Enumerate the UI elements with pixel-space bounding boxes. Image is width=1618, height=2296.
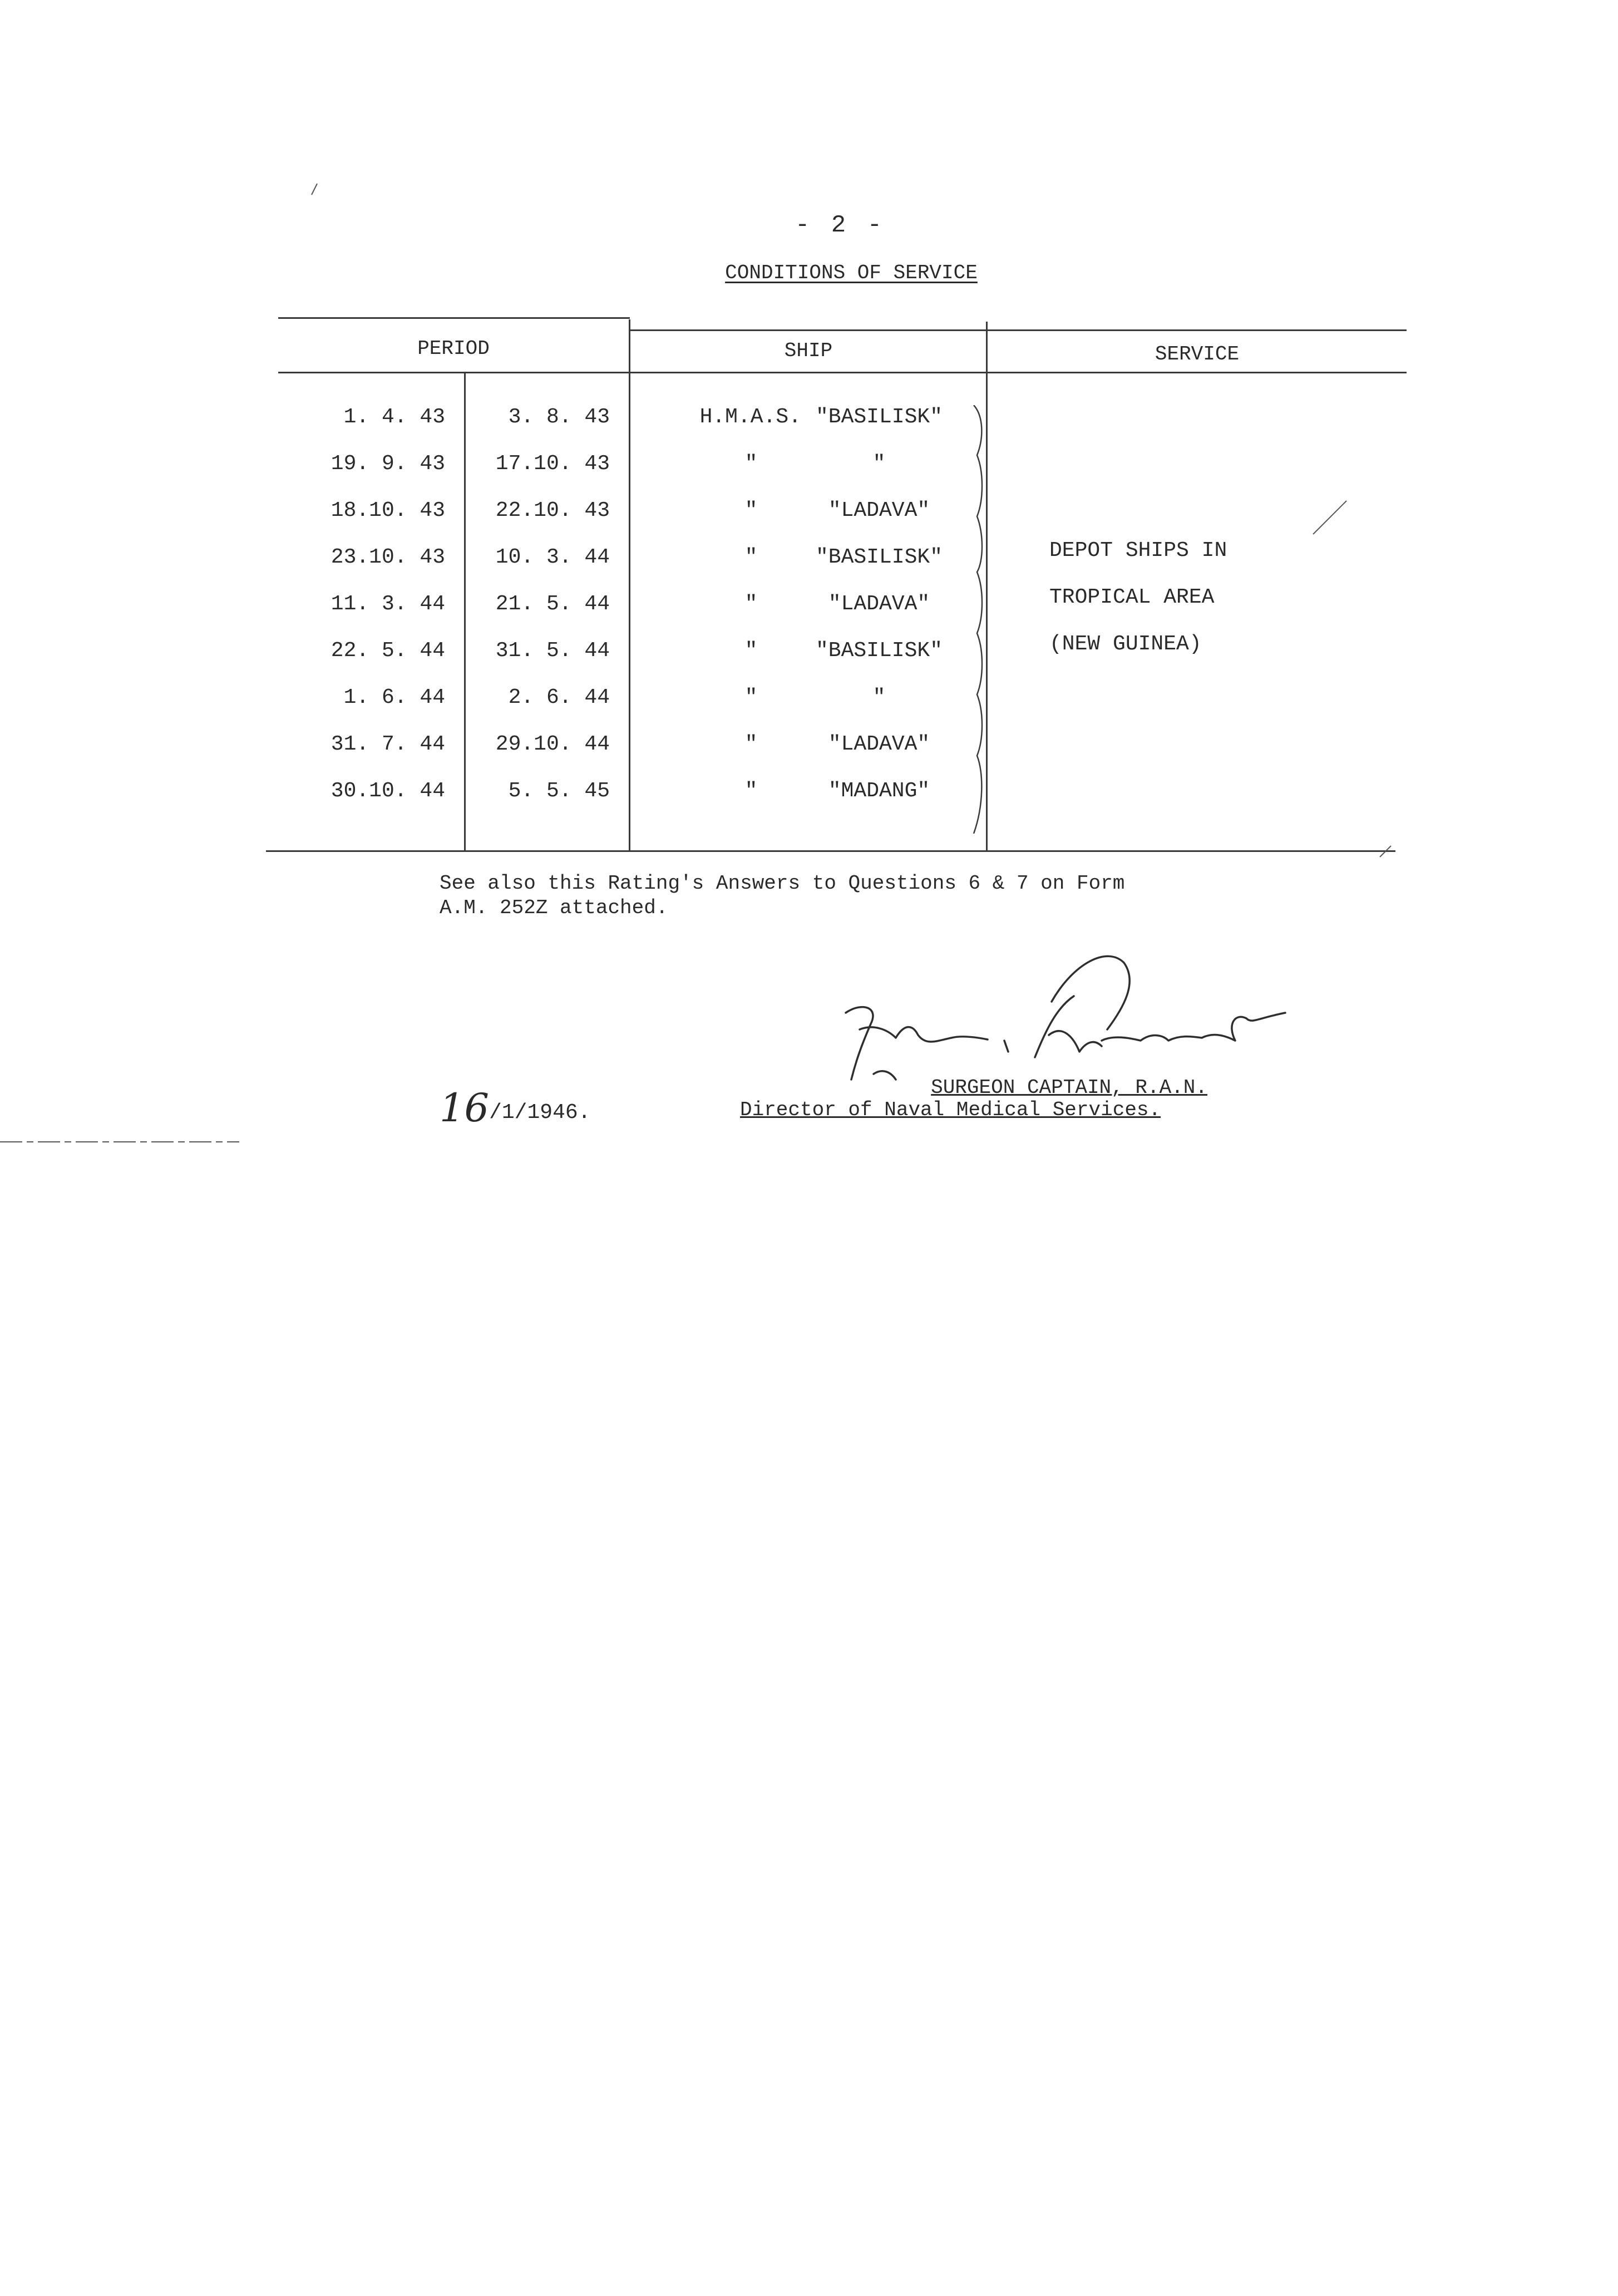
period-to: 10. 3. 44	[495, 545, 610, 569]
signature-department: Director of Naval Medical Services.	[740, 1098, 1161, 1121]
note-line-2: A.M. 252Z attached.	[440, 896, 668, 919]
period-to: 3. 8. 43	[508, 405, 610, 429]
period-from: 1. 4. 43	[343, 405, 445, 429]
document-heading: CONDITIONS OF SERVICE	[725, 262, 978, 284]
ship-name: "BASILISK"	[815, 639, 943, 663]
period-from: 30.10. 44	[330, 779, 445, 803]
ship-name: "BASILISK"	[815, 545, 943, 569]
table-top-rule-left	[278, 317, 630, 319]
grouping-brace-icon	[971, 405, 988, 834]
ship-prefix: "	[744, 639, 758, 663]
ship-name: "MADANG"	[828, 779, 930, 803]
period-from: 22. 5. 44	[330, 639, 445, 663]
column-header-service: SERVICE	[1155, 343, 1240, 366]
ship-name: "	[872, 686, 886, 710]
period-from: 1. 6. 44	[343, 686, 445, 710]
ship-name: "	[872, 452, 886, 476]
date-day-handwritten: 16	[440, 1085, 490, 1131]
ship-prefix: "	[744, 686, 758, 710]
ship-name: "LADAVA"	[828, 499, 930, 523]
note	[440, 871, 1274, 920]
ship-name: "BASILISK"	[815, 405, 943, 429]
ship-prefix: "	[744, 499, 758, 523]
header-bottom-rule	[278, 372, 1407, 373]
table-bottom-rule	[266, 850, 1395, 852]
document-date	[440, 1085, 591, 1131]
divider-period-ship	[629, 319, 630, 851]
period-to: 17.10. 43	[495, 452, 610, 476]
period-from: 19. 9. 43	[330, 452, 445, 476]
period-to: 2. 6. 44	[508, 686, 610, 710]
ship-prefix: "	[744, 732, 758, 756]
period-to: 21. 5. 44	[495, 592, 610, 616]
ship-name: "LADAVA"	[828, 732, 930, 756]
note-line-1: See also this Rating's Answers to Questions 6 & 7 on Form	[440, 872, 1125, 895]
period-to: 31. 5. 44	[495, 639, 610, 663]
period-from: 23.10. 43	[330, 545, 445, 569]
service-line-1: DEPOT SHIPS IN	[1049, 539, 1227, 563]
ship-prefix: "	[744, 545, 758, 569]
ship-prefix: "	[744, 452, 758, 476]
ship-prefix: "	[744, 779, 758, 803]
period-from: 18.10. 43	[330, 499, 445, 523]
period-from: 31. 7. 44	[330, 732, 445, 756]
period-from: 11. 3. 44	[330, 592, 445, 616]
service-line-3: (NEW GUINEA)	[1049, 632, 1202, 656]
page-number: - 2 -	[795, 211, 886, 239]
table-top-rule-right	[630, 329, 1407, 331]
divider-period-from-to	[464, 373, 466, 851]
date-rest: /1/1946.	[489, 1101, 591, 1125]
ship-prefix: "	[744, 592, 758, 616]
period-to: 22.10. 43	[495, 499, 610, 523]
signature-rank: SURGEON CAPTAIN, R.A.N.	[931, 1076, 1207, 1099]
ship-prefix: H.M.A.S.	[699, 405, 801, 429]
service-line-2: TROPICAL AREA	[1049, 585, 1215, 609]
column-header-period: PERIOD	[417, 337, 490, 360]
period-to: 29.10. 44	[495, 732, 610, 756]
period-to: 5. 5. 45	[508, 779, 610, 803]
ship-name: "LADAVA"	[828, 592, 930, 616]
column-header-ship: SHIP	[784, 339, 833, 362]
